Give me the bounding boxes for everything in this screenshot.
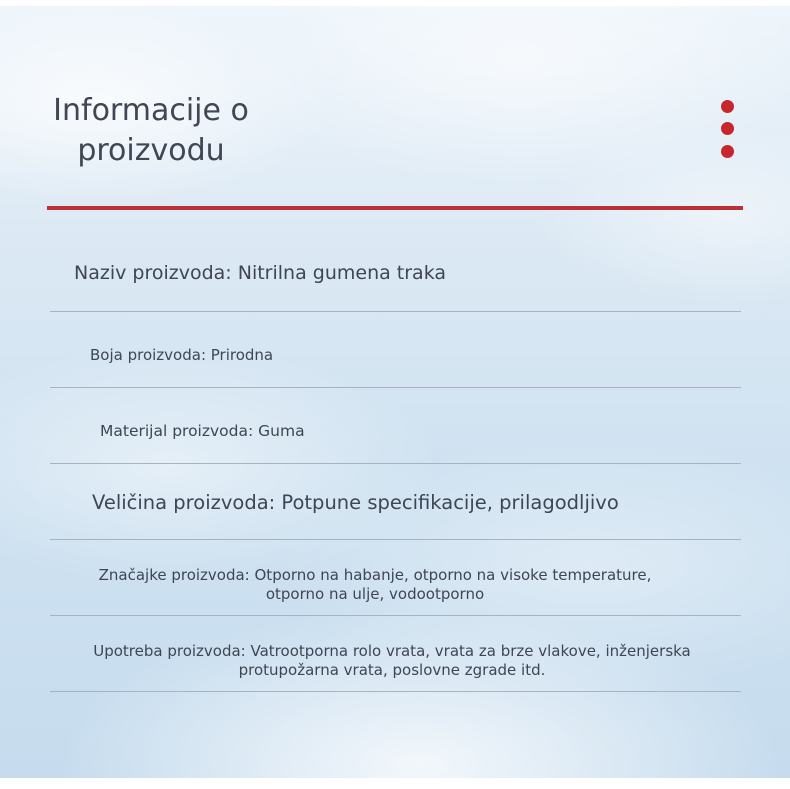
usage-line-1: Upotreba proizvoda: Vatrootporna rolo vrata, vrata za brze vlakove, inženjerska [93,642,691,660]
product-color-text: Boja proizvoda: Prirodna [90,346,274,364]
product-usage-text [86,642,698,680]
vertical-dots-icon [721,100,735,160]
info-row-size [50,464,741,540]
dot-icon [721,122,734,135]
product-name-text: Naziv proizvoda: Nitrilna gumena traka [74,262,447,284]
sky-background-panel [0,6,790,778]
info-row-name [50,236,741,312]
product-material-text: Materijal proizvoda: Guma [100,422,305,440]
dot-icon [721,100,734,113]
page-title [46,91,256,171]
features-line-1: Značajke proizvoda: Otporno na habanje, otporno na visoke temperature, [98,566,652,584]
info-row-features [50,540,741,616]
accent-divider [47,206,743,210]
product-features-text [70,566,680,604]
info-row-material [50,388,741,464]
features-line-2: otporno na ulje, vodootporno [265,585,485,603]
title-line-2: proizvodu [77,133,225,168]
usage-line-2: protupožarna vrata, poslovne zgrade itd. [238,661,546,679]
info-row-usage [50,616,741,692]
dot-icon [721,145,734,158]
product-size-text: Veličina proizvoda: Potpune specifikacije, prilagodljivo [92,491,619,514]
title-line-1: Informacije o [53,93,249,128]
info-row-color [50,312,741,388]
